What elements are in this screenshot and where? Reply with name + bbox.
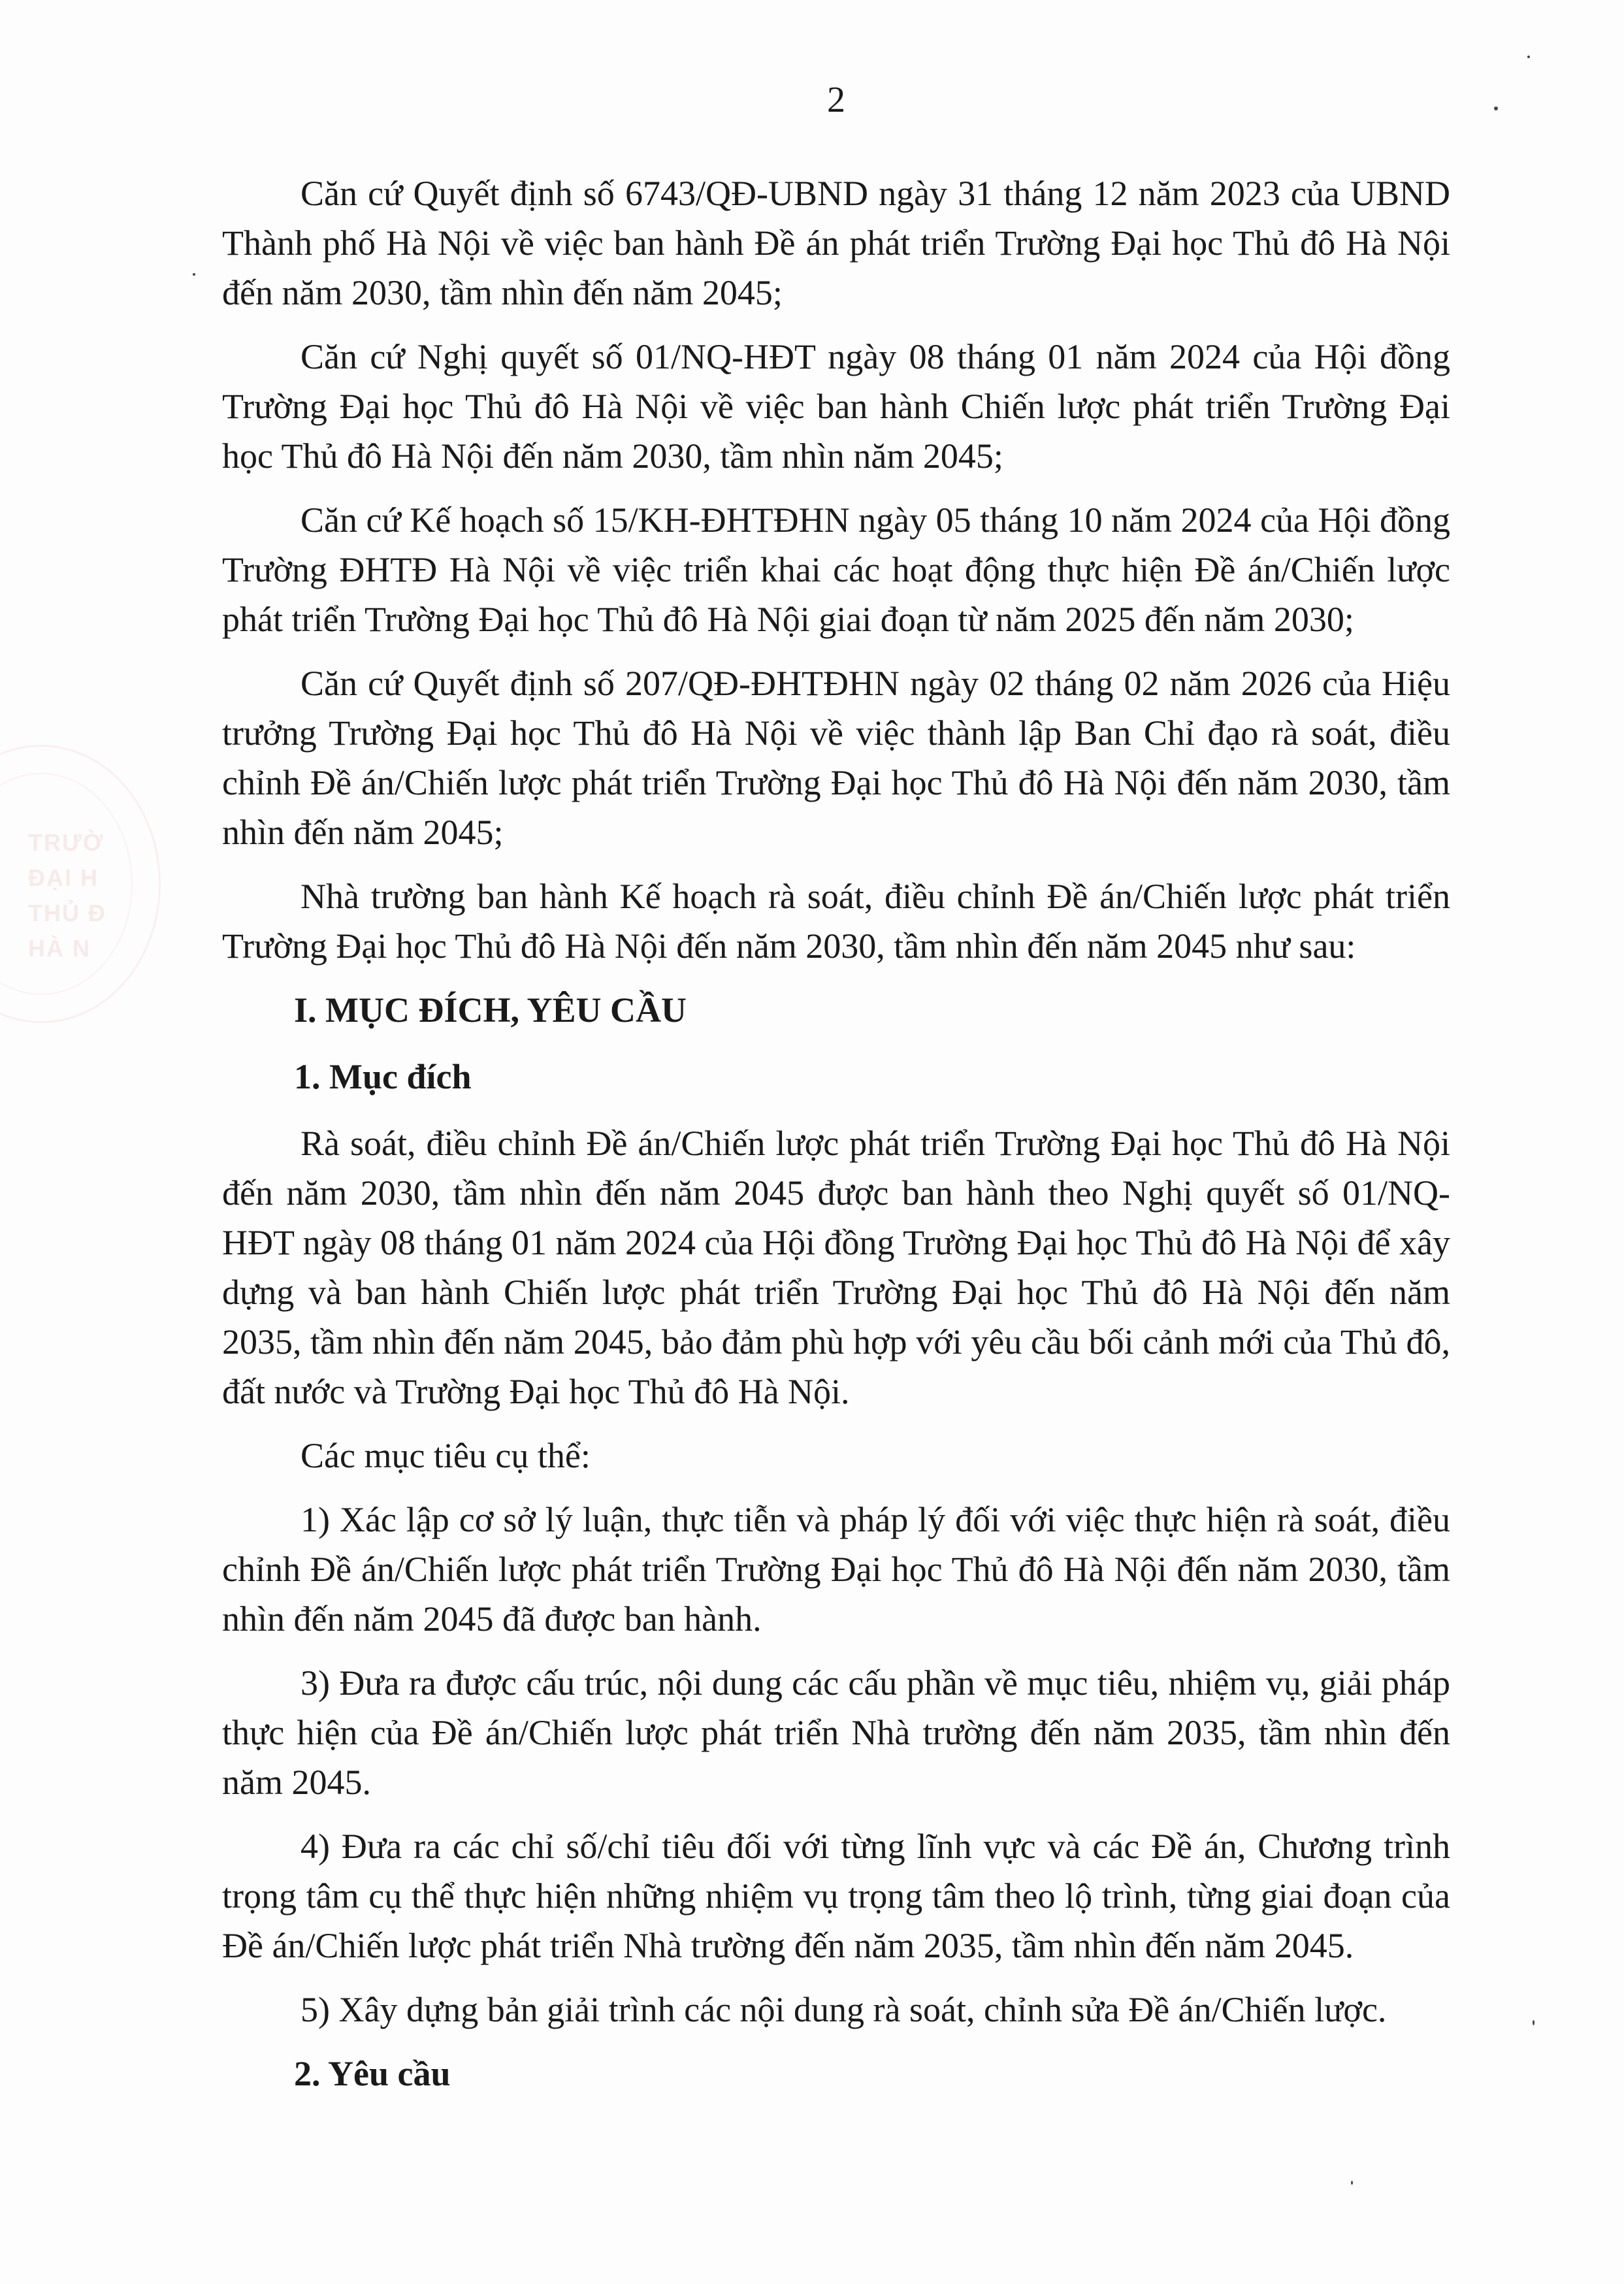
seal-line: HÀ N <box>28 935 91 962</box>
legal-basis-paragraph: Căn cứ Quyết định số 6743/QĐ-UBND ngày 31 tháng 12 năm 2023 của UBND Thành phố Hà Nội về việc ban hành Đề án phát triển Trường Đại học Thủ đô Hà Nội đến năm 2030, tầm nhìn đến năm 2045; <box>222 174 1450 312</box>
legal-basis-paragraph: Căn cứ Quyết định số 207/QĐ-ĐHTĐHN ngày 02 tháng 02 năm 2026 của Hiệu trưởng Trường Đại học Thủ đô Hà Nội về việc thành lập Ban Chỉ đạo rà soát, điều chỉnh Đề án/Chiến lược phát triển Trường Đại học Thủ đô Hà Nội đến năm 2030, tầm nhìn đến năm 2045; <box>222 664 1450 852</box>
document-body <box>222 169 1450 2115</box>
scan-speck <box>1533 2020 1535 2025</box>
subsection-heading-purpose: 1. Mục đích <box>294 1057 472 1096</box>
legal-basis-paragraph: Căn cứ Nghị quyết số 01/NQ-HĐT ngày 08 tháng 01 năm 2024 của Hội đồng Trường Đại học Thủ đô Hà Nội về việc ban hành Chiến lược phát triển Trường Đại học Thủ đô Hà Nội đến năm 2030, tầm nhìn năm 2045; <box>222 337 1450 476</box>
section-heading-purpose-requirements: I. MỤC ĐÍCH, YÊU CẦU <box>294 990 687 1030</box>
subsection-heading-requirements: 2. Yêu cầu <box>294 2054 451 2093</box>
objective-item: 3) Đưa ra được cấu trúc, nội dung các cấu phần về mục tiêu, nhiệm vụ, giải pháp thực hiện của Đề án/Chiến lược phát triển Nhà trường đến năm 2035, tầm nhìn đến năm 2045. <box>222 1663 1450 1802</box>
legal-basis-paragraph: Căn cứ Kế hoạch số 15/KH-ĐHTĐHN ngày 05 tháng 10 năm 2024 của Hội đồng Trường ĐHTĐ Hà Nội về việc triển khai các hoạt động thực hiện Đề án/Chiến lược phát triển Trường Đại học Thủ đô Hà Nội giai đoạn từ năm 2025 đến năm 2030; <box>222 500 1450 639</box>
red-seal-stamp <box>0 745 161 1023</box>
objectives-intro: Các mục tiêu cụ thể: <box>300 1436 591 1475</box>
scan-speck <box>1351 2181 1353 2185</box>
issuance-paragraph: Nhà trường ban hành Kế hoạch rà soát, điều chỉnh Đề án/Chiến lược phát triển Trường Đại học Thủ đô Hà Nội đến năm 2030, tầm nhìn đến năm 2045 như sau: <box>222 877 1450 966</box>
purpose-paragraph: Rà soát, điều chỉnh Đề án/Chiến lược phát triển Trường Đại học Thủ đô Hà Nội đến năm 2030, tầm nhìn đến năm 2045 được ban hành theo Nghị quyết số 01/NQ-HĐT ngày 08 tháng 01 năm 2024 của Hội đồng Trường Đại học Thủ đô Hà Nội để xây dựng và ban hành Chiến lược phát triển Trường Đại học Thủ đô Hà Nội đến năm 2035, tầm nhìn đến năm 2045, bảo đảm phù hợp với yêu cầu bối cảnh mới của Thủ đô, đất nước và Trường Đại học Thủ đô Hà Nội. <box>222 1124 1450 1411</box>
seal-line: THỦ Đ <box>28 900 106 926</box>
seal-line: TRƯỜ <box>28 829 105 856</box>
objective-item: 1) Xác lập cơ sở lý luận, thực tiễn và pháp lý đối với việc thực hiện rà soát, điều chỉnh Đề án/Chiến lược phát triển Trường Đại học Thủ đô Hà Nội đến năm 2030, tầm nhìn đến năm 2045 đã được ban hành. <box>222 1500 1450 1639</box>
page-number: 2 <box>827 80 845 120</box>
scan-speck <box>193 273 195 276</box>
objective-item: 5) Xây dựng bản giải trình các nội dung rà soát, chỉnh sửa Đề án/Chiến lược. <box>300 1990 1387 2029</box>
seal-line: ĐẠI H <box>28 864 99 891</box>
objective-item: 4) Đưa ra các chỉ số/chỉ tiêu đối với từng lĩnh vực và các Đề án, Chương trình trọng tâm cụ thể thực hiện những nhiệm vụ trọng tâm theo lộ trình, từng giai đoạn của Đề án/Chiến lược phát triển Nhà trường đến năm 2035, tầm nhìn đến năm 2045. <box>222 1827 1450 1965</box>
red-seal-text <box>28 825 106 966</box>
scan-speck <box>1527 56 1530 58</box>
